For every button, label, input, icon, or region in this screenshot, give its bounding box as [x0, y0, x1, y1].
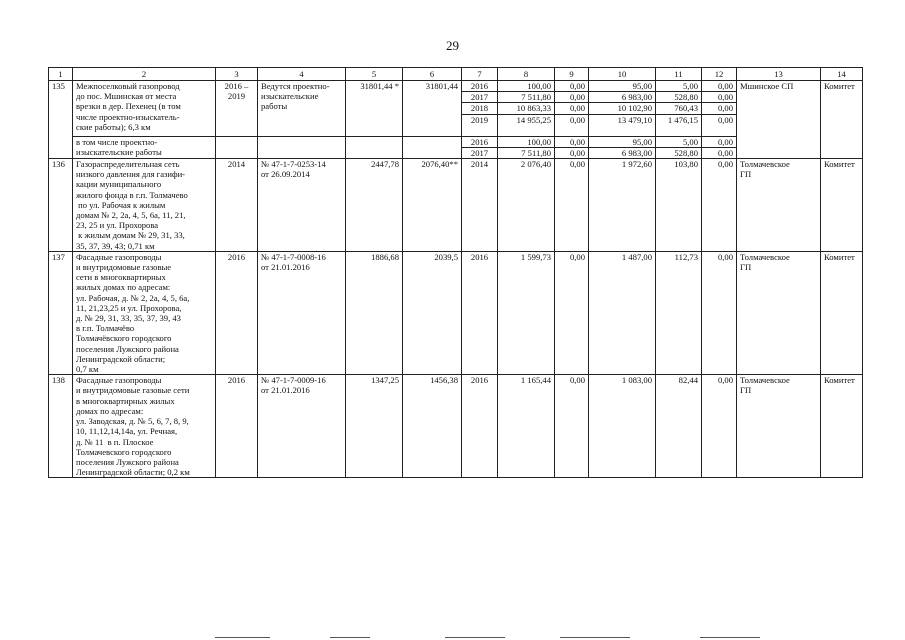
amount-local: 760,43	[656, 103, 702, 114]
column-numbers-row	[49, 68, 863, 81]
row-number: 137	[49, 251, 73, 374]
amount-total: 1 599,73	[498, 251, 555, 374]
year: 2016	[462, 136, 498, 147]
year: 2018	[462, 103, 498, 114]
responsible: Комитет	[821, 375, 863, 478]
municipality: Толмачевское ГП	[737, 159, 821, 252]
col-num-2: 2	[73, 68, 216, 81]
amount-other: 0,00	[702, 81, 737, 92]
amount-local: 5,00	[656, 136, 702, 147]
amount-total: 14 955,25	[498, 114, 555, 136]
row-number: 138	[49, 375, 73, 478]
col-num-3: 3	[216, 68, 258, 81]
responsible: Комитет	[821, 81, 863, 159]
object-name: Газораспределительная сеть низкого давления для газифи- кации муниципального жилого фонда в г.п. Толмачево по ул. Рабочая к жилым домам № 2, 2а, 4, 5, 6а, 11, 21, 23, 25 и ул. Прохорова к жилым домам № 29, 31, 33, 35, 37, 39, 43; 0,71 км	[73, 159, 216, 252]
table-row	[49, 375, 863, 478]
amount-total: 7 511,80	[498, 147, 555, 158]
amount-local: 1 476,15	[656, 114, 702, 136]
page-number: 29	[446, 38, 459, 53]
object-name: Межпоселковый газопровод до пос. Мшинская от места врезки в дер. Пехенец (в том числе проектно-изыскатель- ские работы); 6,3 км	[73, 81, 216, 137]
col-num-9: 9	[555, 68, 589, 81]
amount-federal: 0,00	[555, 251, 589, 374]
year: 2017	[462, 147, 498, 158]
col-num-6: 6	[403, 68, 462, 81]
object-name: Фасадные газопроводы и внутридомовые газовые сети в многоквартирных жилых домах по адресам: ул. Заводская, д. № 5, 6, 7, 8, 9, 10, 11,12,14,14а, ул. Речная, д. № 11 в п. Плоское Толмачевского городского поселения Лужского района Ленинградской области; 0,2 км	[73, 375, 216, 478]
amount-other: 0,00	[702, 103, 737, 114]
amount-federal: 0,00	[555, 136, 589, 147]
row-number: 135	[49, 81, 73, 159]
amount-other: 0,00	[702, 159, 737, 252]
amount-federal: 0,00	[555, 159, 589, 252]
col-num-14: 14	[821, 68, 863, 81]
permit-doc: № 47-1-7-0253-14 от 26.09.2014	[258, 159, 346, 252]
amount-local: 528,80	[656, 92, 702, 103]
amount-other: 0,00	[702, 375, 737, 478]
col-num-11: 11	[656, 68, 702, 81]
estimated-cost: 1347,25	[346, 375, 403, 478]
amount-federal: 0,00	[555, 92, 589, 103]
row-number: 136	[49, 159, 73, 252]
period: 2014	[216, 159, 258, 252]
amount-local: 5,00	[656, 81, 702, 92]
investment-table	[48, 67, 863, 478]
amount-federal: 0,00	[555, 81, 589, 92]
estimated-cost: 1886,68	[346, 251, 403, 374]
amount-local: 528,80	[656, 147, 702, 158]
year: 2014	[462, 159, 498, 252]
sub-object-name: в том числе проектно- изыскательские работы	[73, 136, 216, 158]
year: 2016	[462, 375, 498, 478]
scan-edge-line	[215, 637, 270, 638]
scan-edge-line	[560, 637, 630, 638]
amount-local: 112,73	[656, 251, 702, 374]
amount-total: 100,00	[498, 81, 555, 92]
col-num-8: 8	[498, 68, 555, 81]
permit-doc: № 47-1-7-0008-16 от 21.01.2016	[258, 251, 346, 374]
amount-regional: 1 972,60	[589, 159, 656, 252]
amount-other: 0,00	[702, 147, 737, 158]
table-row	[49, 81, 863, 92]
amount-regional: 1 083,00	[589, 375, 656, 478]
total-cost: 1456,38	[403, 375, 462, 478]
object-name: Фасадные газопроводы и внутридомовые газовые сети в многоквартирных жилых домах по адресам: ул. Рабочая, д. № 2, 2а, 4, 5, 6а, 11, 21,23,25 и ул. Прохорова, д. № 29, 31, 33, 35, 37, 39, 43 в г.п. Толмачёво Толмачёвского городского поселения Лужского района Ленинградской области; 0,7 км	[73, 251, 216, 374]
permit-doc: Ведутся проектно- изыскательские работы	[258, 81, 346, 137]
amount-regional: 6 983,00	[589, 92, 656, 103]
table-row	[49, 251, 863, 374]
amount-regional: 1 487,00	[589, 251, 656, 374]
municipality: Толмачевское ГП	[737, 251, 821, 374]
amount-federal: 0,00	[555, 147, 589, 158]
blank-cell	[258, 136, 346, 158]
amount-regional: 6 983,00	[589, 147, 656, 158]
amount-regional: 13 479,10	[589, 114, 656, 136]
amount-other: 0,00	[702, 136, 737, 147]
amount-total: 1 165,44	[498, 375, 555, 478]
scan-edge-line	[330, 637, 370, 638]
amount-regional: 95,00	[589, 81, 656, 92]
amount-federal: 0,00	[555, 114, 589, 136]
amount-total: 2 076,40	[498, 159, 555, 252]
amount-other: 0,00	[702, 92, 737, 103]
scan-edge-line	[445, 637, 505, 638]
table-row	[49, 159, 863, 252]
blank-cell	[403, 136, 462, 158]
col-num-5: 5	[346, 68, 403, 81]
estimated-cost: 2447,78	[346, 159, 403, 252]
permit-doc: № 47-1-7-0009-16 от 21.01.2016	[258, 375, 346, 478]
total-cost: 2039,5	[403, 251, 462, 374]
year: 2019	[462, 114, 498, 136]
amount-total: 7 511,80	[498, 92, 555, 103]
amount-other: 0,00	[702, 251, 737, 374]
col-num-4: 4	[258, 68, 346, 81]
col-num-7: 7	[462, 68, 498, 81]
municipality: Мшинское СП	[737, 81, 821, 159]
responsible: Комитет	[821, 251, 863, 374]
amount-regional: 95,00	[589, 136, 656, 147]
col-num-10: 10	[589, 68, 656, 81]
year: 2016	[462, 251, 498, 374]
amount-local: 82,44	[656, 375, 702, 478]
amount-local: 103,80	[656, 159, 702, 252]
period: 2016 – 2019	[216, 81, 258, 137]
amount-total: 100,00	[498, 136, 555, 147]
estimated-cost: 31801,44 *	[346, 81, 403, 137]
col-num-12: 12	[702, 68, 737, 81]
total-cost: 2076,40**	[403, 159, 462, 252]
period: 2016	[216, 251, 258, 374]
amount-total: 10 863,33	[498, 103, 555, 114]
amount-federal: 0,00	[555, 375, 589, 478]
municipality: Толмачевское ГП	[737, 375, 821, 478]
scan-edge-line	[700, 637, 760, 638]
responsible: Комитет	[821, 159, 863, 252]
amount-federal: 0,00	[555, 103, 589, 114]
period: 2016	[216, 375, 258, 478]
amount-regional: 10 102,90	[589, 103, 656, 114]
col-num-13: 13	[737, 68, 821, 81]
blank-cell	[346, 136, 403, 158]
col-num-1: 1	[49, 68, 73, 81]
year: 2017	[462, 92, 498, 103]
amount-other: 0,00	[702, 114, 737, 136]
blank-cell	[216, 136, 258, 158]
total-cost: 31801,44	[403, 81, 462, 137]
year: 2016	[462, 81, 498, 92]
